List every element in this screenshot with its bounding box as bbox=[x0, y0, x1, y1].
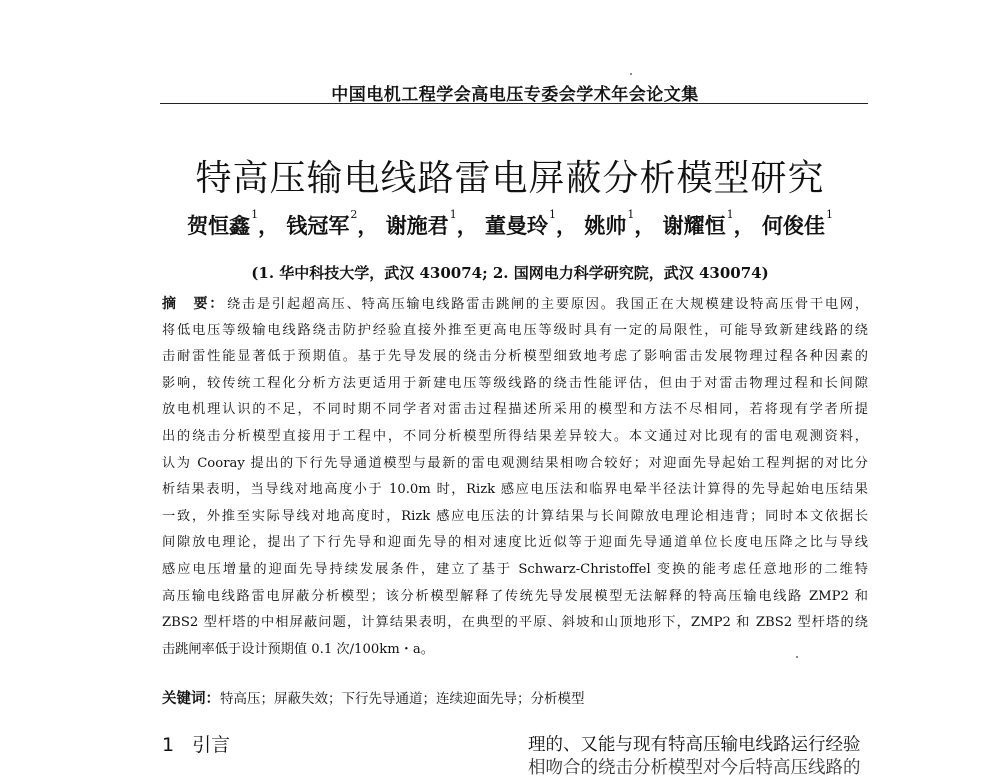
abstract-line: 影响，较传统工程化分析方法更适用于新建电压等级线路的绕击性能评估，但由于对雷击物理过程和长间隙 bbox=[162, 375, 868, 391]
author: 姚帅$^1$， bbox=[584, 208, 656, 238]
abstract bbox=[162, 291, 868, 663]
abstract-line: 间隙放电理论，提出了下行先导和迎面先导的相对速度比近似等于迎面先导通道单位长度电压降之比与导线 bbox=[162, 535, 868, 551]
keywords bbox=[162, 687, 868, 708]
abstract-line: 析结果表明，当导线对地高度小于 10.0m 时，Rizk 感应电压法和临界电晕半径法计算得的先导起始电压结果 bbox=[162, 482, 868, 498]
abstract-line: 感应电压增量的迎面先导持续发展条件，建立了基于 Schwarz-Christoffel 变换的能考虑任意地形的二维特 bbox=[162, 561, 868, 577]
author: 何俊佳$^1$ bbox=[761, 208, 833, 238]
running-header: 中国电机工程学会高电压专委会学术年会论文集 bbox=[331, 85, 699, 105]
abstract-line: 认为 Cooray 提出的下行先导通道模型与最新的雷电观测结果相吻合较好；对迎面先导起始工程判据的对比分 bbox=[162, 455, 868, 471]
abstract-line: 放电机理认识的不足，不同时期不同学者对雷击过程描述所采用的模型和方法不尽相同，若将现有学者所提 bbox=[162, 402, 868, 418]
abstract-line: 击跳闸率低于设计预期值 0.1 次/100km・a。 bbox=[162, 641, 434, 657]
body-text-cut-line: 相吻合的绕击分析模型对今后特高压线路的 bbox=[528, 758, 861, 778]
section-number: 1 bbox=[162, 734, 175, 756]
abstract-line: 一致，外推至实际导线对地高度时，Rizk 感应电压法的计算结果与长间隙放电理论相违背；同时本文依据长 bbox=[162, 508, 868, 524]
author-list bbox=[100, 210, 920, 240]
scan-speck bbox=[630, 73, 632, 75]
paper-title: 特高压输电线路雷电屏蔽分析模型研究 bbox=[195, 158, 825, 199]
keywords-label: 关键词： bbox=[162, 690, 220, 707]
scan-speck bbox=[796, 656, 798, 658]
abstract-line: 出的绕击分析模型直接用于工程中，不同分析模型所得结果差异较大。本文通过对比现有的雷电观测资料， bbox=[162, 428, 868, 444]
abstract-line: ZBS2 型杆塔的中相屏蔽问题，计算结果表明，在典型的平原、斜坡和山顶地形下，ZMP2 和 ZBS2 型杆塔的绕 bbox=[162, 615, 868, 631]
abstract-label: 摘 要： bbox=[162, 296, 226, 312]
body-text-right-column: 理的、又能与现有特高压输电线路运行经验 bbox=[528, 735, 861, 755]
affiliation: (1. 华中科技大学，武汉 430074; 2. 国网电力科学研究院，武汉 430074) bbox=[251, 264, 769, 282]
section-title: 引言 bbox=[192, 734, 231, 756]
keywords-text: 特高压；屏蔽失效；下行先导通道；连续迎面先导；分析模型 bbox=[220, 691, 585, 707]
abstract-line: 摘 要： 绕击是引起超高压、特高压输电线路雷击跳闸的主要原因。我国正在大规模建设特高压骨干电网， bbox=[162, 296, 869, 312]
author: 钱冠军$^2$， bbox=[286, 208, 379, 238]
author: 董曼玲$^1$， bbox=[485, 208, 577, 238]
abstract-line: 击耐雷性能显著低于预期值。基于先导发展的绕击分析模型细致地考虑了影响雷击发展物理过程各种因素的 bbox=[162, 349, 868, 365]
author: 谢施君$^1$， bbox=[385, 208, 478, 238]
abstract-line: 将低电压等级输电线路绕击防护经验直接外推至更高电压等级时具有一定的局限性，可能导致新建线路的绕 bbox=[162, 322, 868, 338]
author: 贺恒鑫$^1$， bbox=[187, 208, 280, 238]
header-divider bbox=[160, 103, 868, 104]
author: 谢耀恒$^1$， bbox=[662, 208, 755, 238]
section-heading bbox=[162, 730, 230, 757]
abstract-line: 高压输电线路雷电屏蔽分析模型；该分析模型解释了传统先导发展模型无法解释的特高压输电线路 ZMP2 和 bbox=[162, 588, 868, 604]
